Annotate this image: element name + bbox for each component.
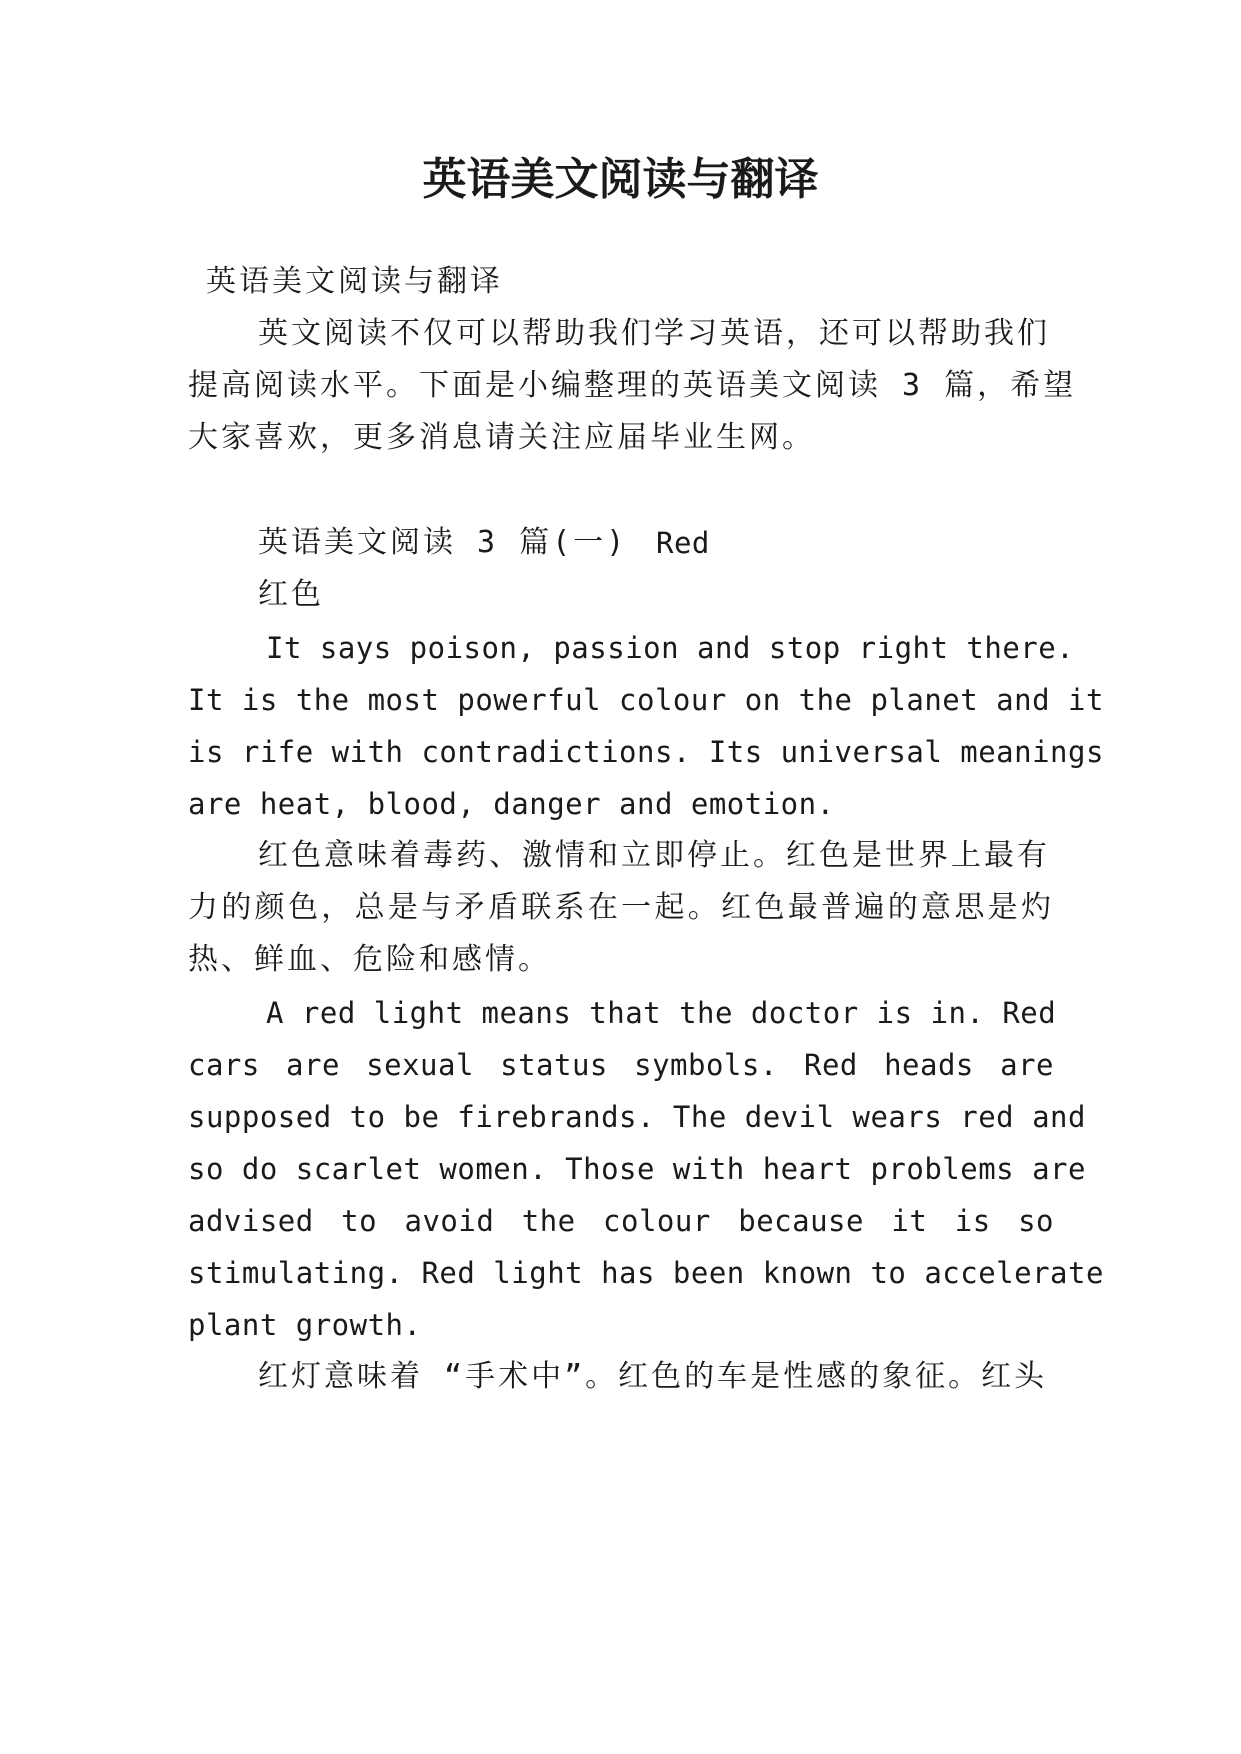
para2-en-line-7: plant growth. (188, 1308, 422, 1342)
section-heading-en: Red (656, 526, 710, 560)
para1-en-line-3: is rife with contradictions. Its universal meanings (188, 735, 1104, 769)
para2-en-line-1: A red light means that the doctor is in. Red (266, 996, 1057, 1030)
para2-en-line-6: stimulating. Red light has been known to accelerate (188, 1256, 1104, 1290)
para1-en-line-1: It says poison, passion and stop right there. (266, 631, 1075, 665)
para2-en-line-2: cars are sexual status symbols. Red heads are (188, 1048, 1054, 1082)
section-heading-zh: 英语美文阅读 3 篇(一) (258, 525, 628, 560)
para2-zh-line-1: 红灯意味着 “手术中”。红色的车是性感的象征。红头 (258, 1359, 1048, 1394)
para1-en-line-2: It is the most powerful colour on the planet and it (188, 683, 1104, 717)
section-heading-translation: 红色 (258, 577, 324, 612)
subtitle-line: 英语美文阅读与翻译 (206, 264, 503, 299)
para1-zh-line-1: 红色意味着毒药、激情和立即停止。红色是世界上最有 (258, 838, 1050, 873)
section-heading (258, 514, 1054, 572)
para1-zh-line-2: 力的颜色，总是与矛盾联系在一起。红色最普遍的意思是灼 (188, 890, 1054, 925)
para1-zh-line-3: 热、鲜血、危险和感情。 (188, 942, 551, 977)
intro-line-3: 大家喜欢，更多消息请关注应届毕业生网。 (188, 420, 815, 455)
intro-line-2: 提高阅读水平。下面是小编整理的英语美文阅读 3 篇，希望 (188, 368, 1077, 403)
para2-en-line-3: supposed to be firebrands. The devil wears red and (188, 1100, 1086, 1134)
para2-en-line-5: advised to avoid the colour because it is so (188, 1204, 1054, 1238)
para2-en-line-4: so do scarlet women. Those with heart problems are (188, 1152, 1086, 1186)
intro-line-1: 英文阅读不仅可以帮助我们学习英语，还可以帮助我们 (258, 316, 1050, 351)
page-title: 英语美文阅读与翻译 (422, 154, 819, 205)
para1-en-line-4: are heat, blood, danger and emotion. (188, 787, 835, 821)
